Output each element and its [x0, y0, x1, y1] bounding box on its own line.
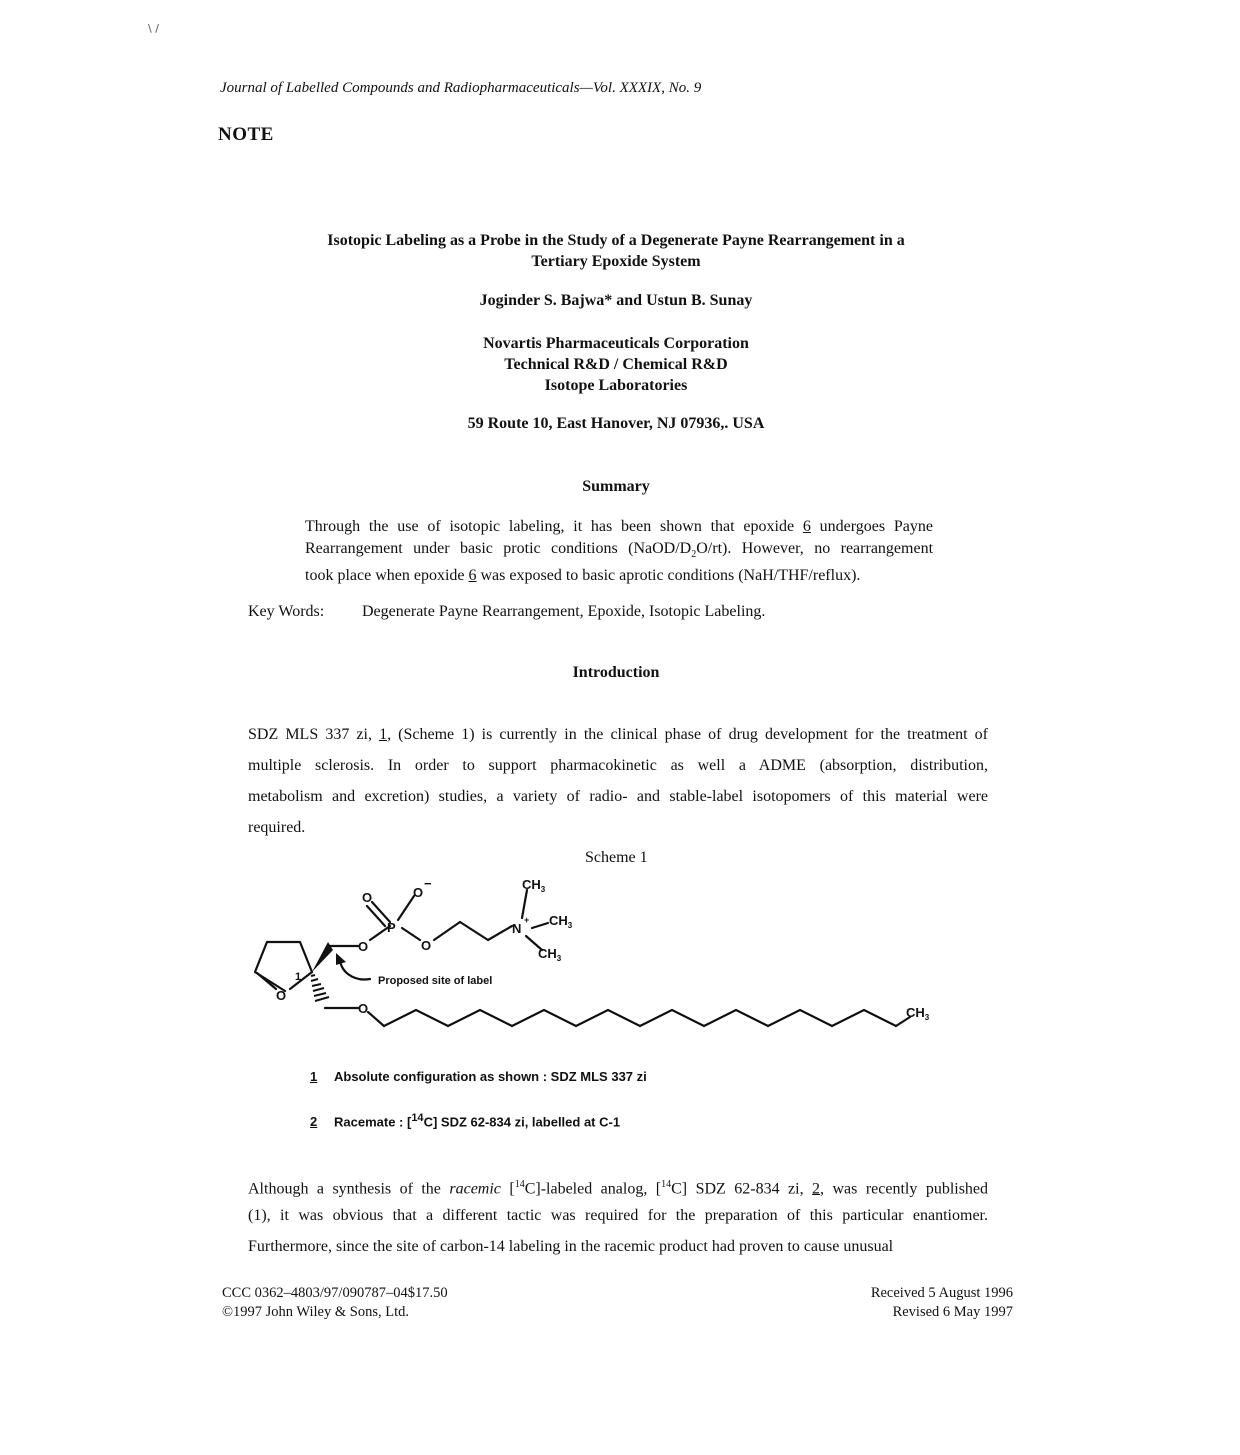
bond-o-chain — [368, 1012, 384, 1026]
summary-line-2: Rearrangement under basic protic conditions $(NaOD/D_2O/rt)$. However, no rearrangement — [305, 539, 934, 560]
compound-ref-2: 2 — [812, 1180, 821, 1198]
journal-header: Journal of Labelled Compounds and Radiopharmaceuticals—Vol. XXXIX, No. 9 — [220, 80, 702, 96]
minus-charge: − — [424, 876, 432, 891]
address: 59 Route 10, East Hanover, NJ 07936,. USA — [467, 415, 765, 432]
affiliation-line-3: Isotope Laboratories — [544, 377, 688, 394]
summary-line-1: Through the use of isotopic labeling, it has been shown that epoxide 6 undergoes Payne — [305, 518, 933, 535]
compound-ref-1: 1 — [379, 726, 388, 743]
keywords-label: Key Words: — [248, 603, 325, 620]
bond-p-o-dbl-b — [367, 906, 385, 926]
ether-o: O — [358, 1001, 369, 1016]
para2-line-1: Although a synthesis of the racemic [$^{14}$C]-labeled analog, [$^{14}$C] SDZ 62-834 zi, 2, was recently published — [248, 1179, 989, 1198]
affiliation-line-2: Technical R&D / Chemical R&D — [504, 356, 728, 373]
intro-line-4: required. — [248, 819, 306, 836]
para2-line-2: (1), it was obvious that a different tactic was required for the preparation of this particular enantiomer. — [248, 1207, 988, 1224]
scheme-label: Scheme 1 — [585, 849, 648, 866]
thf-ring-bond-o2 — [257, 973, 276, 989]
body-paragraph-2 — [248, 1169, 988, 1262]
plus-charge: + — [524, 915, 530, 925]
alkyl-chain — [384, 1010, 896, 1026]
legend-item-1 — [310, 1069, 647, 1084]
intro-paragraph — [248, 719, 988, 843]
ch3-bottom: $CH_3$ — [538, 946, 562, 963]
bond-ethyl-1 — [434, 922, 460, 940]
arrowhead — [336, 953, 346, 965]
anionic-o: O — [413, 885, 424, 900]
scheme-1-structure — [240, 870, 960, 1040]
summary-heading: Summary — [582, 478, 650, 495]
received-date: Received 5 August 1996 — [870, 1285, 1013, 1301]
footer-right — [800, 1284, 1013, 1322]
ccc-code: CCC 0362–4803/97/090787–04$17.50 — [222, 1285, 448, 1301]
footer-left — [222, 1284, 448, 1322]
revised-date: Revised 6 May 1997 — [892, 1304, 1013, 1320]
proposed-site-label: Proposed site of label — [378, 975, 493, 987]
paper-title — [0, 230, 1232, 272]
legend-text-1: Absolute configuration as shown : SDZ MLS 337 zi — [334, 1069, 647, 1084]
ch3-chain-end: $CH_3$ — [906, 1005, 930, 1022]
ring-number: 1 — [295, 971, 302, 983]
copyright: ©1997 John Wiley & Sons, Ltd. — [222, 1304, 409, 1320]
bond-n-ch3-top — [522, 890, 527, 918]
keywords-text: Degenerate Payne Rearrangement, Epoxide, Isotopic Labeling. — [362, 603, 766, 620]
intro-line-3: metabolism and excretion) studies, a variety of radio- and stable-label isotopomers of this material were — [248, 788, 988, 805]
bond-n-ch3-right — [532, 923, 548, 928]
bond-p-o-dbl-a — [372, 902, 390, 922]
ester-o-1: O — [358, 939, 369, 954]
phosphoryl-o: O — [362, 890, 373, 905]
intro-line-1: SDZ MLS 337 zi, 1, (Scheme 1) is currently in the clinical phase of drug development for the treatment of — [248, 726, 988, 743]
ch3-top: $CH_3$ — [522, 877, 546, 894]
affiliation — [0, 333, 1232, 396]
scan-artifact-mark: \ / — [148, 22, 159, 35]
wedge-bond — [312, 942, 333, 972]
nitrogen: N — [512, 921, 522, 936]
para2-line-3: Furthermore, since the site of carbon-14 labeling in the racemic product had proven to cause unusual — [248, 1238, 894, 1255]
bond-p-o-2 — [402, 928, 420, 940]
ch3-right: $CH_3$ — [549, 913, 573, 930]
summary-line-3: took place when epoxide 6 was exposed to basic aprotic conditions (NaH/THF/reflux). — [305, 567, 861, 585]
bond-p-ominus — [398, 896, 414, 920]
affiliation-line-1: Novartis Pharmaceuticals Corporation — [483, 335, 749, 352]
section-label: NOTE — [218, 124, 274, 145]
intro-line-2: multiple sclerosis. In order to support pharmacokinetic as well a ADME (absorption, distribution, — [248, 757, 988, 774]
ester-o-2: O — [421, 938, 432, 953]
bond-ethyl-2 — [460, 922, 488, 940]
title-line-1: Isotopic Labeling as a Probe in the Study of a Degenerate Payne Rearrangement in a — [327, 232, 905, 249]
title-line-2: Tertiary Epoxide System — [531, 253, 701, 270]
authors: Joginder S. Bajwa* and Ustun B. Sunay — [479, 292, 753, 309]
bond-ethyl-3 — [488, 926, 512, 940]
ring-o: O — [276, 988, 287, 1003]
legend-item-2: 2 Racemate : [$^{14}$C] SDZ 62-834 zi, labelled at C-1 — [310, 1112, 621, 1130]
legend-num-2: 2 — [310, 1114, 318, 1130]
compound-ref-6b: 6 — [468, 567, 477, 585]
hashed-bond — [311, 975, 329, 1001]
legend-num-1: 1 — [310, 1069, 318, 1084]
phosphorus: P — [387, 920, 396, 935]
compound-ref-6: 6 — [802, 518, 811, 535]
thf-ring-bond — [255, 942, 312, 991]
summary-paragraph — [305, 516, 933, 587]
introduction-heading: Introduction — [572, 664, 660, 681]
